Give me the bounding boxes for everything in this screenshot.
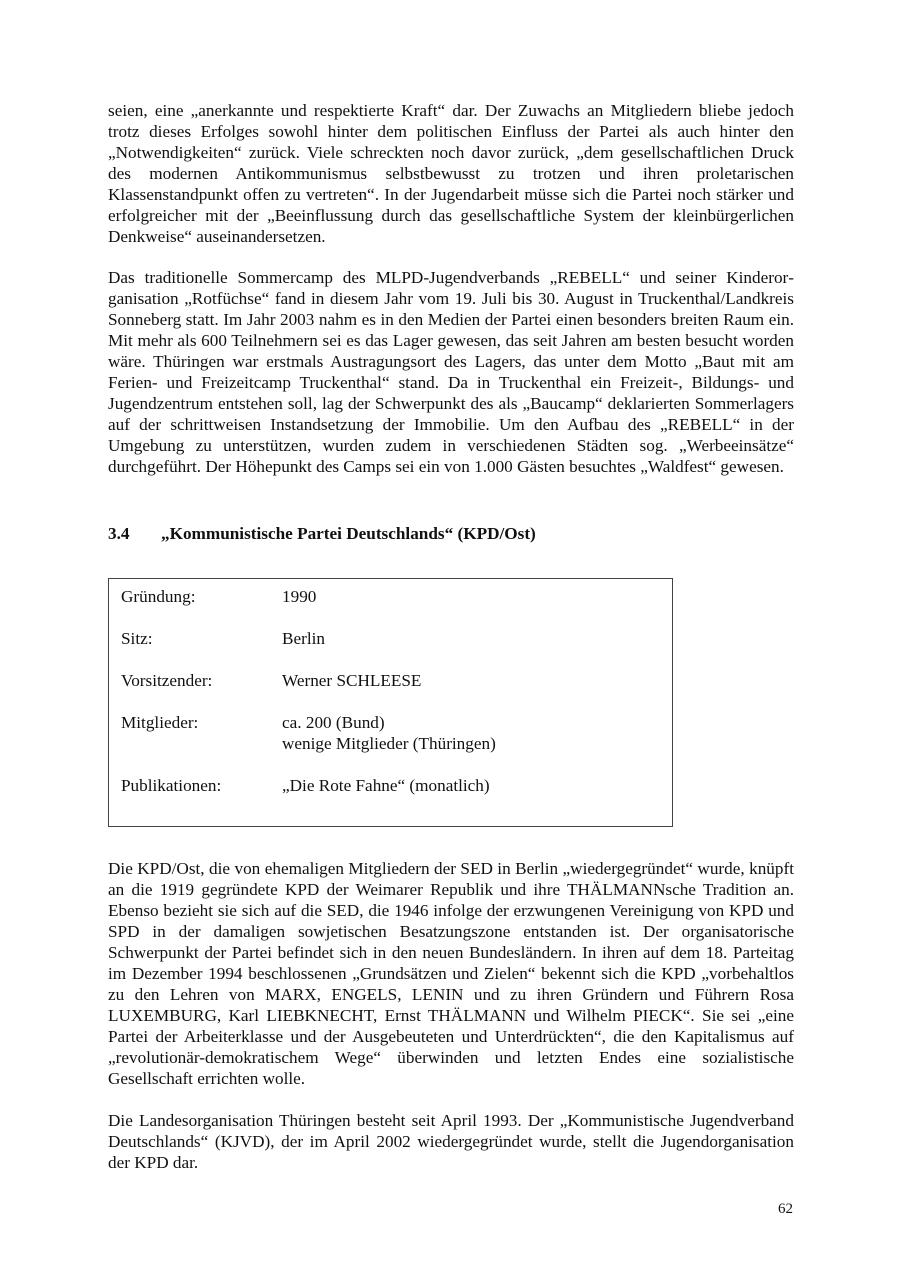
party-fact-box [108,578,673,827]
fact-label: Mitglieder: [121,713,199,732]
fact-value: 1990 [282,587,317,606]
paragraph-summer-camp: Das traditionelle Sommercamp des MLPD-Jugendverbands „REBELL“ und seiner Kinderorganisation „Rotfüchse“ fand in diesem Jahr vom 19. Juli bis 30. August in Truckenthal/Landkreis Sonneberg statt. Im Jahr 2003 nahm es in den Medien der Partei einen besonders breiten Raum ein. Mit mehr als 600 Teilnehmern sei es das Lager gewesen, das seit Jahren am besten besucht worden wäre. Thüringen war erstmals Austragungsort des Lagers, das unter dem Motto „Baut mit am Ferien- und Freizeitcamp Truckenthal“ stand. Da in Truckenthal ein Freizeit-, Bildungs- und Jugendzentrum entstehen soll, lag der Schwerpunkt des als „Baucamp“ deklarierten Sommerlagers auf der schrittweisen Instandsetzung der Immobilie. Um den Aufbau des „REBELL“ in der Umgebung zu unterstützen, wurden zudem in verschiedenen Städten sog. „Werbeeinsätze“ durchgeführt. Der Höhepunkt des Camps sei ein von 1.000 Gästen besuchtes „Waldfest“ gewesen. [108,268,794,476]
paragraph-mlpd-membership: seien, eine „anerkannte und respektierte Kraft“ dar. Der Zuwachs an Mitgliedern bliebe jedoch trotz dieses Erfolges sowohl hinter dem politischen Einfluss der Partei als auch hinter den „Notwendigkeiten“ zurück. Viele schreckten noch davor zurück, „dem gesellschaftlichen Druck des modernen Antikommunismus selbstbewusst zu trotzen und ihren proletarischen Klassenstandpunkt offen zu vertreten“. In der Jugendarbeit müsse sich die Partei noch stärker und erfolgreicher mit der „Beeinflussung durch das gesellschaftliche System der kleinbürgerlichen Denkweise“ auseinandersetzen. [108,101,794,246]
fact-value: „Die Rote Fahne“ (monatlich) [282,776,490,795]
fact-value-group [282,712,672,754]
fact-value: Werner SCHLEESE [282,671,422,690]
fact-row-publications [121,775,672,796]
fact-value: ca. 200 (Bund) [282,713,385,732]
section-number: 3.4 [108,524,130,543]
fact-value-secondary: wenige Mitglieder (Thüringen) [282,734,496,753]
fact-label: Gründung: [121,587,196,606]
fact-label: Publikationen: [121,776,222,795]
fact-row-founding [121,586,672,607]
fact-label: Sitz: [121,629,153,648]
fact-row-members [121,712,672,754]
fact-label: Vorsitzender: [121,671,213,690]
section-heading [108,523,536,544]
section-title: „Kommunistische Partei Deutschlands“ (KPD/Ost) [161,524,536,543]
fact-value: Berlin [282,629,325,648]
fact-row-seat [121,628,672,649]
page-number: 62 [778,1201,793,1217]
paragraph-thuringia-organisation: Die Landesorganisation Thüringen besteht seit April 1993. Der „Kommunistische Jugendverband Deutschlands“ (KJVD), der im April 2002 wiedergegründet wurde, stellt die Jugendorganisation der KPD dar. [108,1111,794,1172]
fact-row-chairman [121,670,672,691]
paragraph-kpd-description: Die KPD/Ost, die von ehemaligen Mitgliedern der SED in Berlin „wiedergegründet“ wurde, knüpft an die 1919 gegründete KPD der Weimarer Republik und ihre THÄLMANNsche Tradition an. Ebenso bezieht sie sich auf die SED, die 1946 infolge der erzwungenen Vereinigung von KPD und SPD in der damaligen sowjetischen Besatzungszone entstanden ist. Der organisatorische Schwerpunkt der Partei befindet sich in den neuen Bundesländern. In ihren auf dem 18. Parteitag im Dezember 1994 beschlossenen „Grundsätzen und Zielen“ bekennt sich die KPD „vorbehaltlos zu den Lehren von MARX, ENGELS, LENIN und zu ihren Gründern und Führern Rosa LUXEMBURG, Karl LIEBKNECHT, Ernst THÄLMANN und Wilhelm PIECK“. Sie sei „eine Partei der Arbeiterklasse und der Ausgebeuteten und Unterdrückten“, die den Kapitalismus auf „revolutionär-demokratischem Wege“ überwinden und letzten Endes eine sozialistische Gesellschaft errichten wolle. [108,859,794,1088]
